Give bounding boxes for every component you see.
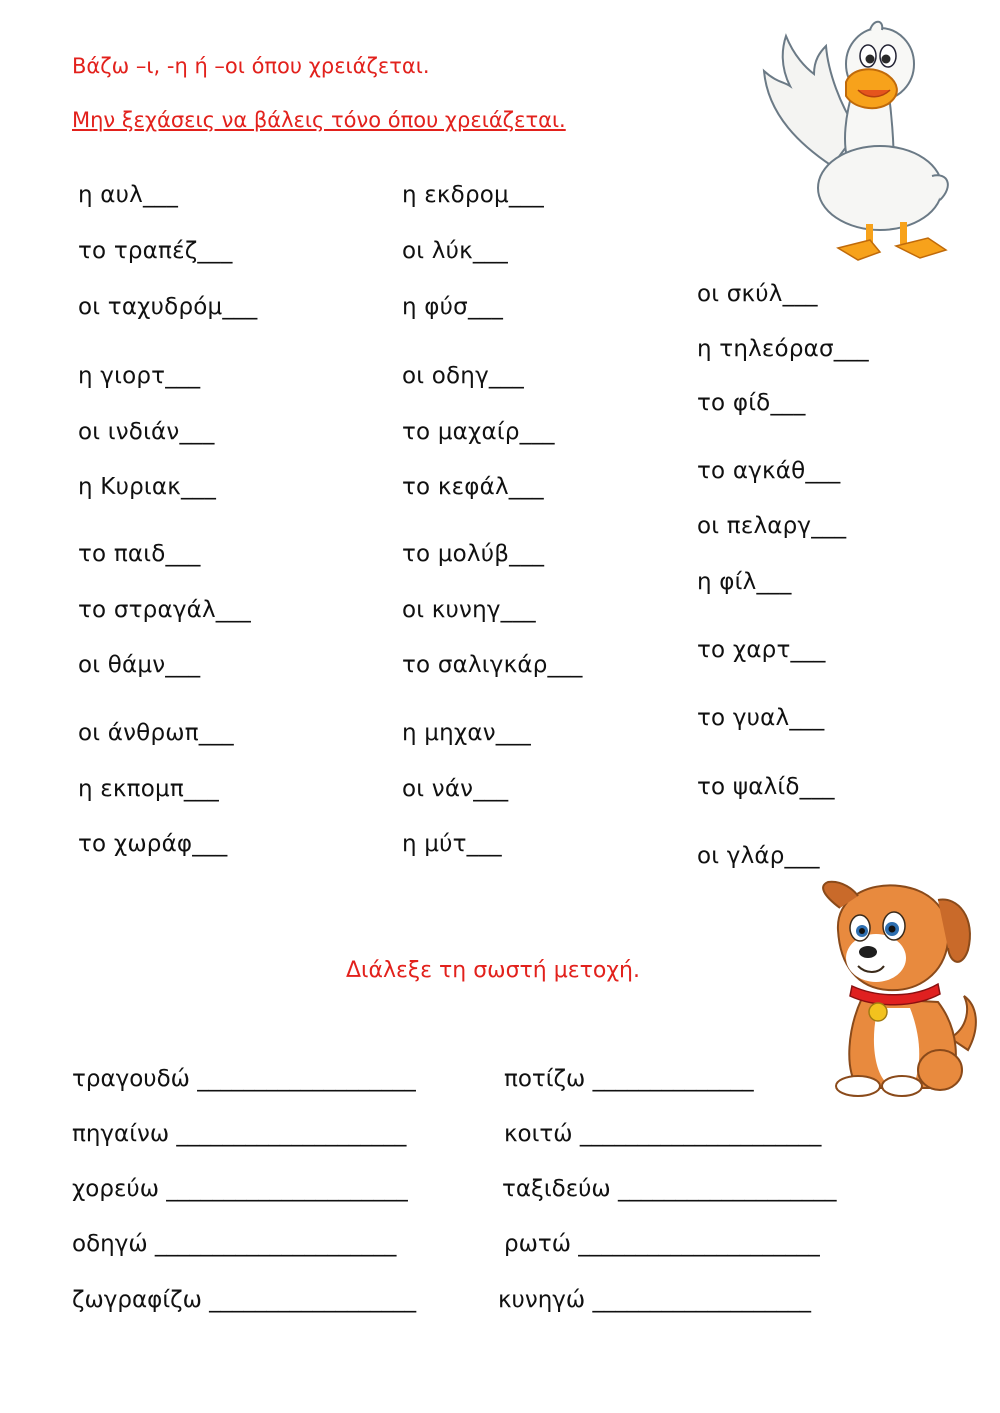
exercise-item: η αυλ___ [78,182,179,208]
exercise-item: οι θάμν___ [78,652,201,678]
participle-item: χορεύω _____________________ [72,1176,408,1202]
section-title: Διάλεξε τη σωστή μετοχή. [346,958,640,983]
exercise-item: το αγκάθ___ [697,458,841,484]
duck-illustration [762,16,962,266]
exercise-item: το μαχαίρ___ [402,419,555,445]
exercise-item: το γυαλ___ [697,705,825,731]
participle-item: ζωγραφίζω __________________ [72,1287,417,1313]
exercise-item: η φίλ___ [697,569,792,595]
exercise-item: οι σκύλ___ [697,281,818,307]
participle-item: κυνηγώ ___________________ [498,1287,811,1313]
exercise-item: η μηχαν___ [402,720,531,746]
exercise-item: το κεφάλ___ [402,474,544,500]
exercise-item: η Κυριακ___ [78,474,217,500]
participle-item: ρωτώ _____________________ [504,1231,820,1257]
exercise-item: η μύτ___ [402,831,502,857]
exercise-item: οι οδηγ___ [402,363,524,389]
exercise-item: η τηλεόρασ___ [697,336,869,362]
exercise-item: η εκδρομ___ [402,182,544,208]
participle-item: τραγουδώ ___________________ [72,1066,416,1092]
exercise-item: το χωράφ___ [78,831,228,857]
exercise-item: το παιδ___ [78,541,201,567]
exercise-item: οι λύκ___ [402,238,508,264]
exercise-item: οι ταχυδρόμ___ [78,294,258,320]
exercise-item: οι κυνηγ___ [402,597,536,623]
exercise-item: οι άνθρωπ___ [78,720,234,746]
exercise-item: οι ινδιάν___ [78,419,215,445]
instruction-line-2: Μην ξεχάσεις να βάλεις τόνο όπου χρειάζεται. [72,108,566,132]
exercise-item: η εκπομπ___ [78,776,219,802]
exercise-item: οι νάν___ [402,776,509,802]
exercise-item: το στραγάλ___ [78,597,251,623]
exercise-item: η γιορτ___ [78,363,201,389]
participle-item: ταξιδεύω ___________________ [502,1176,837,1202]
exercise-item: το μολύβ___ [402,541,545,567]
exercise-item: οι γλάρ___ [697,843,820,869]
exercise-item: το σαλιγκάρ___ [402,652,583,678]
exercise-item: το ψαλίδ___ [697,774,835,800]
exercise-item: το τραπέζ___ [78,238,233,264]
participle-item: κοιτώ _____________________ [504,1121,822,1147]
exercise-item: οι πελαργ___ [697,513,847,539]
participle-item: πηγαίνω ____________________ [72,1121,407,1147]
exercise-item: η φύσ___ [402,294,504,320]
exercise-item: το χαρτ___ [697,637,826,663]
instruction-line-1: Βάζω –ι, -η ή –οι όπου χρειάζεται. [72,54,430,78]
puppy-illustration [818,878,978,1100]
participle-item: ποτίζω ______________ [504,1066,754,1092]
participle-item: οδηγώ _____________________ [72,1231,397,1257]
exercise-item: το φίδ___ [697,390,806,416]
